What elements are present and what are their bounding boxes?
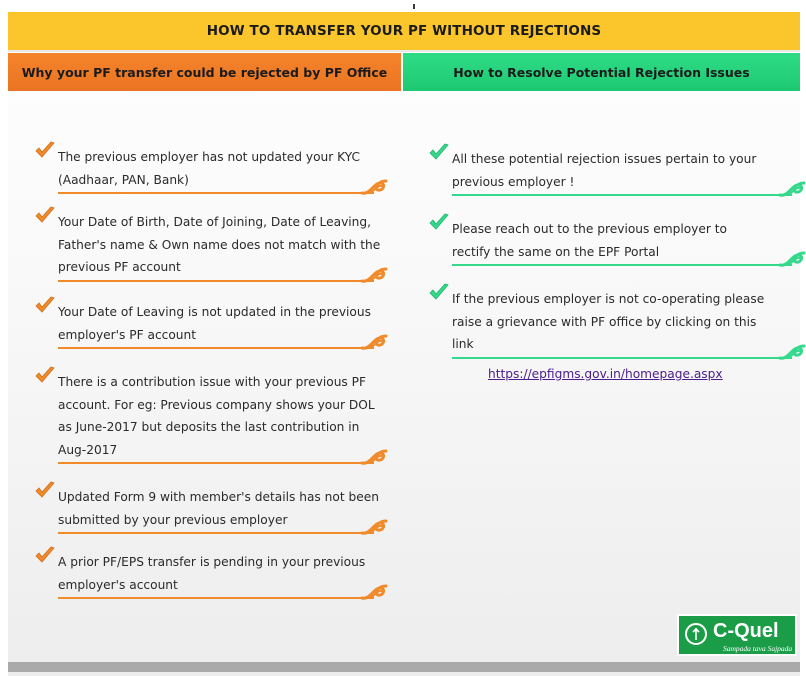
item-text-line: previous PF account	[58, 260, 181, 274]
check-icon	[34, 295, 54, 313]
logo-tagline: Sampada tava Sajpada	[723, 644, 793, 653]
item-text-line: Updated Form 9 with member's details has not been	[58, 490, 379, 504]
underline-divider	[452, 264, 792, 266]
swirl-ornament-icon	[360, 332, 390, 352]
item-text-line: Your Date of Leaving is not updated in the previous	[58, 305, 371, 319]
check-icon	[34, 545, 54, 563]
check-icon	[428, 282, 448, 300]
resolution-header: How to Resolve Potential Rejection Issues	[403, 53, 800, 91]
item-text-line: Father's name & Own name does not match with the	[58, 237, 381, 252]
item-text-line: The previous employer has not updated your KYC	[58, 150, 360, 164]
item-text-line: raise a grievance with PF office by clicking on this	[452, 314, 757, 329]
item-text-line: Aug-2017	[58, 442, 118, 457]
item-text-line: (Aadhaar, PAN, Bank)	[58, 172, 189, 187]
item-text-line: All these potential rejection issues pertain to your	[452, 152, 757, 166]
swirl-ornament-icon	[778, 179, 806, 199]
swirl-ornament-icon	[360, 447, 390, 467]
underline-divider	[58, 192, 374, 194]
check-icon	[34, 480, 54, 498]
logo-name: C-Quel	[713, 620, 779, 642]
item-text-line: Your Date of Birth, Date of Joining, Date of Leaving,	[58, 215, 372, 229]
underline-divider	[58, 532, 374, 534]
swirl-ornament-icon	[360, 177, 390, 197]
item-text-line: previous employer !	[452, 174, 575, 189]
underline-divider	[58, 280, 374, 282]
check-icon	[34, 140, 54, 158]
item-text-line: There is a contribution issue with your previous PF	[58, 375, 367, 389]
swirl-ornament-icon	[360, 582, 390, 602]
item-text-line: employer's account	[58, 577, 178, 592]
item-text-line: If the previous employer is not co-operating please	[452, 292, 765, 306]
bottom-bar	[8, 662, 800, 672]
item-text-line: rectify the same on the EPF Portal	[452, 244, 660, 259]
epfigms-link[interactable]: https://epfigms.gov.in/homepage.aspx	[488, 367, 723, 381]
underline-divider	[58, 462, 374, 464]
top-strip	[8, 0, 800, 12]
swirl-ornament-icon	[360, 265, 390, 285]
item-text-line: link	[452, 337, 474, 351]
item-text-line: submitted by your previous employer	[58, 512, 288, 527]
check-icon	[34, 205, 54, 223]
item-text-line: A prior PF/EPS transfer is pending in your previous	[58, 555, 366, 569]
item-text-line: account. For eg: Previous company shows your DOL	[58, 397, 375, 412]
item-text-line: Please reach out to the previous employer to	[452, 222, 728, 236]
swirl-ornament-icon	[360, 517, 390, 537]
underline-divider	[452, 194, 792, 196]
item-text-line: as June-2017 but deposits the last contribution in	[58, 420, 360, 434]
underline-divider	[58, 597, 374, 599]
underline-divider	[58, 347, 374, 349]
item-text-line: employer's PF account	[58, 327, 197, 342]
logo-emblem-icon	[685, 623, 707, 645]
swirl-ornament-icon	[778, 342, 806, 362]
c-quel-logo	[677, 614, 797, 656]
check-icon	[428, 212, 448, 230]
underline-divider	[452, 357, 792, 359]
check-icon	[428, 142, 448, 160]
check-icon	[34, 365, 54, 383]
page-title: HOW TO TRANSFER YOUR PF WITHOUT REJECTIONS	[8, 12, 800, 52]
swirl-ornament-icon	[778, 249, 806, 269]
rejection-reasons-header: Why your PF transfer could be rejected by PF Office	[8, 53, 401, 91]
